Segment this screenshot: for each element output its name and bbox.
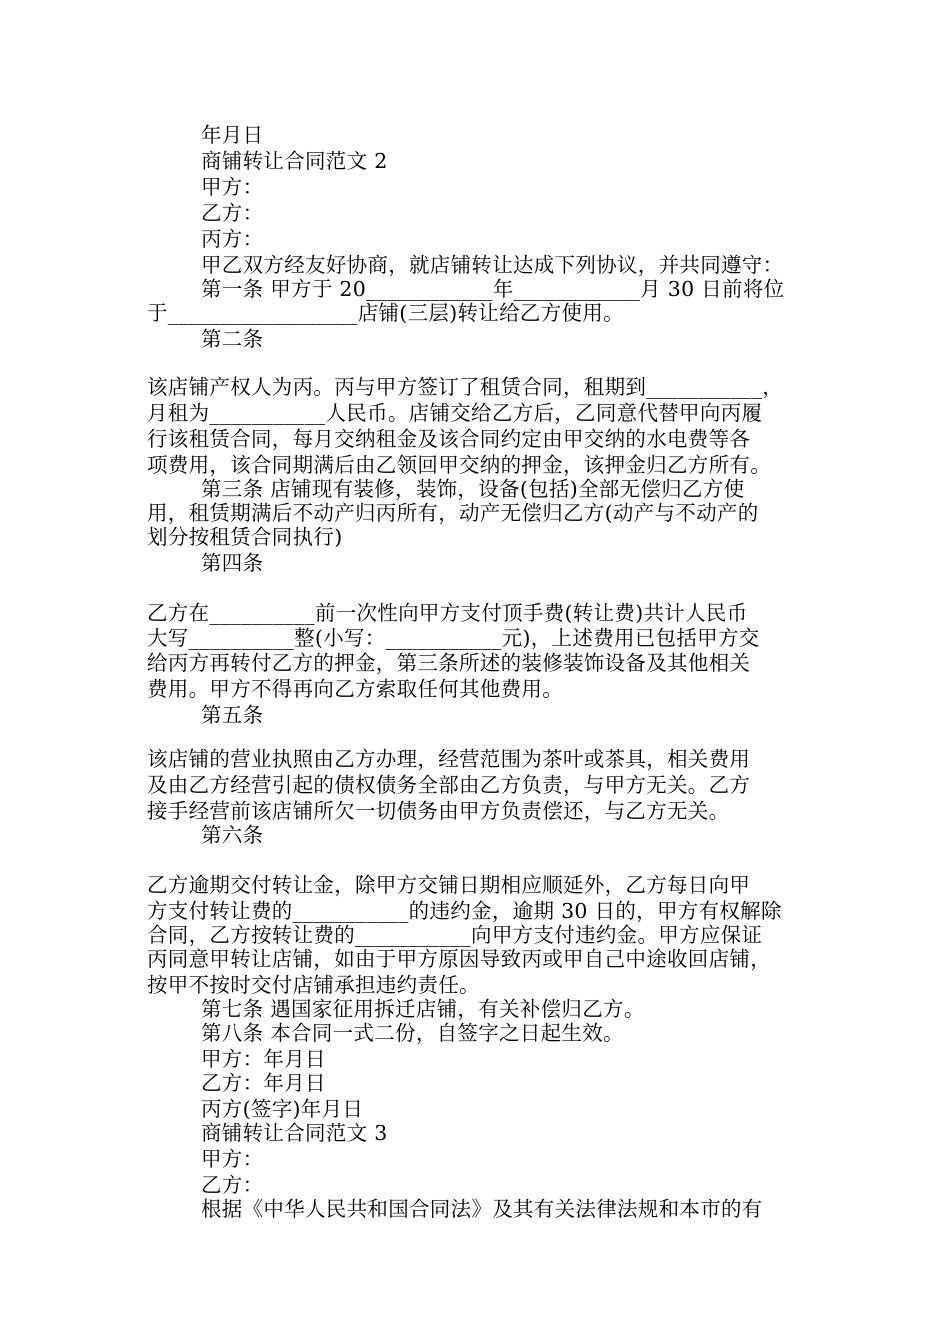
article-5-line-3: 接手经营前该店铺所欠一切债务由甲方负责偿还，与乙方无关。 — [147, 799, 730, 823]
article-1-line-1: 第一条 甲方于 20____________年____________月 30 日前将位 — [201, 277, 785, 301]
party-b-label: 乙方： — [201, 201, 264, 225]
party-b-label-3: 乙方： — [201, 1173, 264, 1197]
article-6-heading: 第六条 — [201, 823, 264, 847]
article-7: 第七条 遇国家征用拆迁店铺，有关补偿归乙方。 — [201, 997, 645, 1021]
party-a-label: 甲方： — [201, 175, 264, 199]
article-4-line-1: 乙方在__________前一次性向甲方支付顶手费(转让费)共计人民币 — [147, 601, 748, 625]
article-3-line-3: 划分按租赁合同执行) — [147, 525, 343, 549]
sign-party-b: 乙方：年月日 — [201, 1071, 326, 1095]
article-8: 第八条 本合同一式二份，自签字之日起生效。 — [201, 1021, 624, 1045]
article-2-heading: 第二条 — [201, 327, 264, 351]
article-6-line-2: 方支付转让费的___________的违约金，逾期 30 日的，甲方有权解除 — [147, 899, 782, 923]
sign-party-c: 丙方(签字)年月日 — [201, 1097, 364, 1121]
contract-title-3: 商铺转让合同范文 3 — [201, 1121, 388, 1145]
article-3-line-1: 第三条 店铺现有装修，装饰，设备(包括)全部无偿归乙方使 — [201, 477, 745, 501]
preamble: 甲乙双方经友好协商，就店铺转让达成下列协议，并共同遵守： — [201, 253, 784, 277]
article-5-heading: 第五条 — [201, 703, 264, 727]
article-4-heading: 第四条 — [201, 551, 264, 575]
article-2-line-2: 月租为___________人民币。店铺交给乙方后，乙同意代替甲向丙履 — [147, 401, 763, 425]
article-6-line-4: 丙同意甲转让店铺，如由于甲方原因导致丙或甲自己中途收回店铺， — [147, 947, 771, 971]
article-5-line-2: 及由乙方经营引起的债权债务全部由乙方负责，与甲方无关。乙方 — [147, 773, 751, 797]
article-5-line-1: 该店铺的营业执照由乙方办理，经营范围为茶叶或茶具，相关费用 — [147, 747, 751, 771]
article-6-line-1: 乙方逾期交付转让金，除甲方交铺日期相应顺延外，乙方每日向甲 — [147, 873, 751, 897]
article-4-line-2: 大写__________整(小写：___________元)，上述费用已包括甲方交 — [147, 626, 760, 650]
party-c-label: 丙方： — [201, 227, 264, 251]
article-2-line-3: 行该租赁合同，每月交纳租金及该合同约定由甲交纳的水电费等各 — [147, 427, 751, 451]
article-6-line-3: 合同，乙方按转让费的___________向甲方支付违约金。甲方应保证 — [147, 923, 763, 947]
article-2-line-1: 该店铺产权人为丙。丙与甲方签订了租赁合同，租期到___________， — [147, 375, 784, 399]
article-4-line-4: 费用。甲方不得再向乙方索取任何其他费用。 — [147, 677, 563, 701]
article-1-line-2: 于__________________店铺(三层)转让给乙方使用。 — [147, 301, 624, 325]
article-2-line-4: 项费用，该合同期满后由乙领回甲交纳的押金，该押金归乙方所有。 — [147, 453, 771, 477]
contract-title-2: 商铺转让合同范文 2 — [201, 149, 388, 173]
article-4-line-3: 给丙方再转付乙方的押金，第三条所述的装修装饰设备及其他相关 — [147, 651, 751, 675]
party-a-label-3: 甲方： — [201, 1147, 264, 1171]
article-6-line-5: 按甲不按时交付店铺承担违约责任。 — [147, 973, 480, 997]
contract-3-preamble: 根据《中华人民共和国合同法》及其有关法律法规和本市的有 — [201, 1197, 763, 1221]
date-line: 年月日 — [201, 123, 264, 147]
article-3-line-2: 用，租赁期满后不动产归丙所有，动产无偿归乙方(动产与不动产的 — [147, 501, 759, 525]
sign-party-a: 甲方：年月日 — [201, 1047, 326, 1071]
